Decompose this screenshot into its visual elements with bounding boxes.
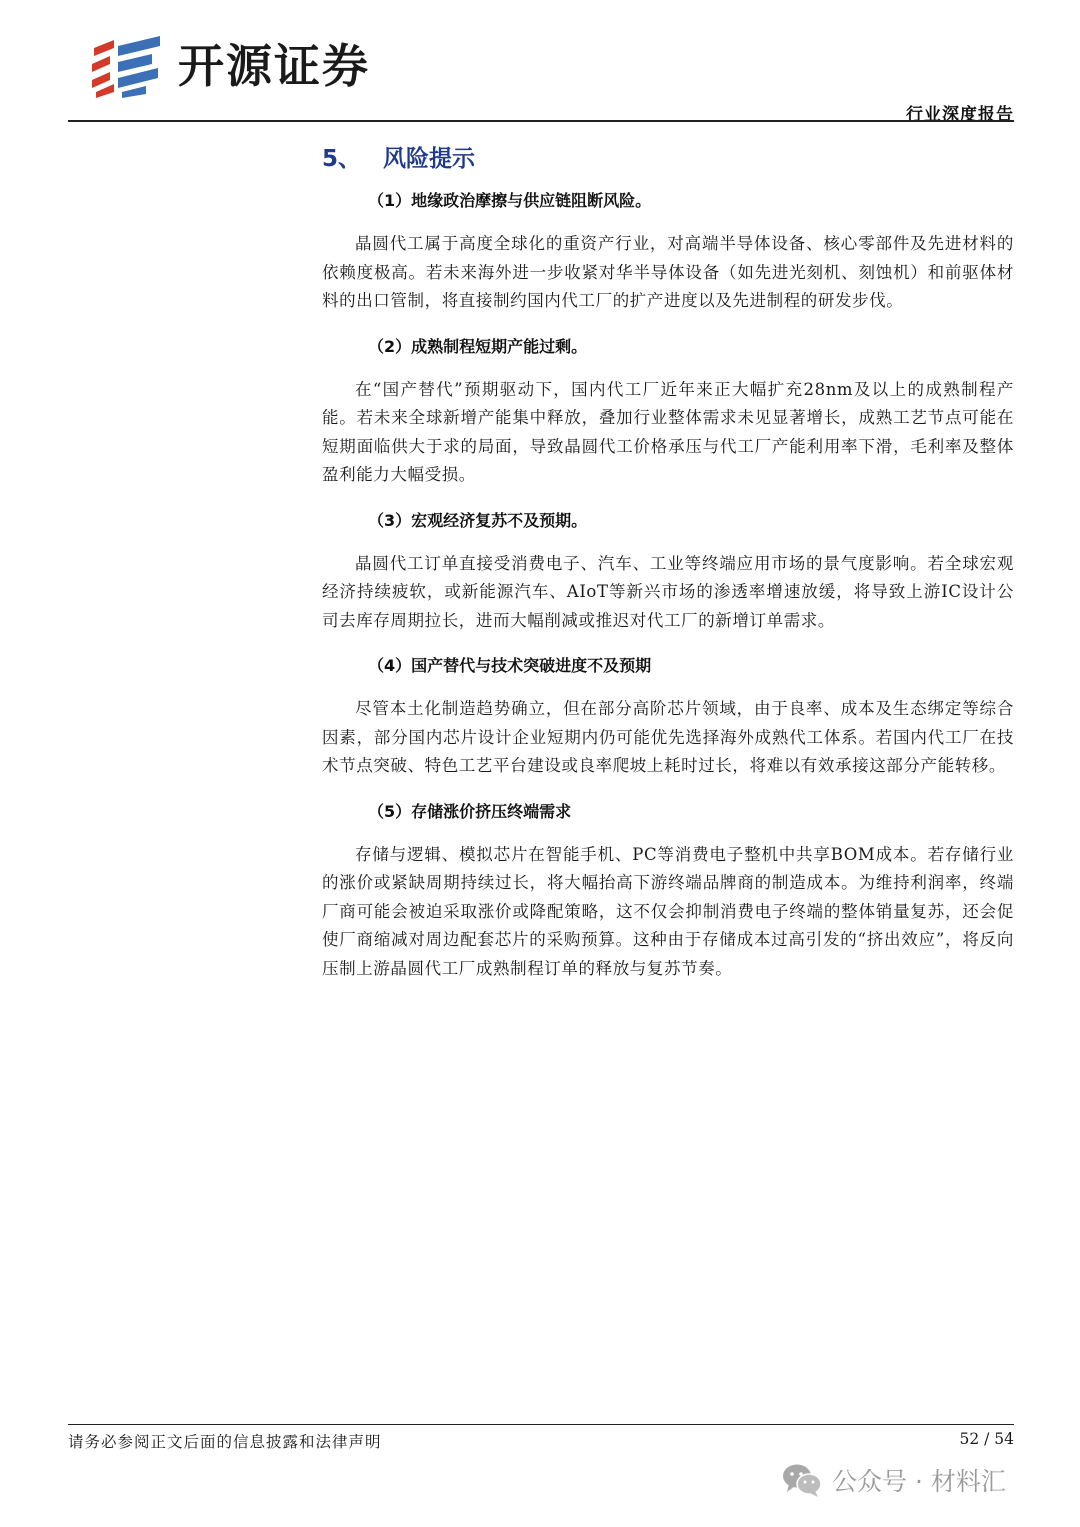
watermark-text: 公众号 · 材料汇 [832,1467,1006,1496]
risk-item [322,190,1014,316]
main-content [322,142,1014,1003]
section-heading [322,142,1014,176]
company-logo [88,34,370,98]
risk-body: 在“国产替代”预期驱动下，国内代工厂近年来正大幅扩充28nm及以上的成熟制程产能。若未来全球新增产能集中释放，叠加行业整体需求未见显著增长，成熟工艺节点可能在短期面临供大于求的局面，导致晶圆代工价格承压与代工厂产能利用率下滑，毛利率及整体盈利能力大幅受损。 [322,379,1014,484]
wechat-icon [782,1463,822,1497]
brand-name: 开源证券 [178,39,370,93]
page-number: 52 / 54 [959,1430,1014,1448]
risk-item [322,336,1014,490]
risk-item [322,510,1014,636]
logo-mark-icon [88,34,164,98]
risk-body: 尽管本土化制造趋势确立，但在部分高阶芯片领域，由于良率、成本及生态绑定等综合因素，部分国内芯片设计企业短期内仍可能优先选择海外成熟代工体系。若国内代工厂在技术节点突破、特色工艺平台建设或良率爬坡上耗时过长，将难以有效承接这部分产能转移。 [322,699,1014,775]
risk-body: 晶圆代工订单直接受消费电子、汽车、工业等终端应用市场的景气度影响。若全球宏观经济持续疲软，或新能源汽车、AIoT等新兴市场的渗透率增速放缓，将导致上游IC设计公司去库存周期拉长，进而大幅削减或推迟对代工厂的新增订单需求。 [322,553,1014,630]
risk-title: （5）存储涨价挤压终端需求 [368,801,572,821]
risk-title: （2）成熟制程短期产能过剩。 [368,336,588,356]
risk-title: （3）宏观经济复苏不及预期。 [368,510,588,530]
section-number: 5、 [322,146,362,172]
risk-item [322,655,1014,781]
footer-divider [68,1424,1014,1425]
risk-body: 存储与逻辑、模拟芯片在智能手机、PC等消费电子整机中共享BOM成本。若存储行业的涨价或紧缺周期持续过长，将大幅抬高下游终端品牌商的制造成本。为维持利润率，终端厂商可能会被迫采取涨价或降配策略，这不仅会抑制消费电子终端的整体销量复苏，还会促使厂商缩减对周边配套芯片的采购预算。这种由于存储成本过高引发的“挤出效应”，将反向压制上游晶圆代工厂成熟制程订单的释放与复苏节奏。 [322,844,1014,978]
risk-item [322,801,1014,984]
risk-body: 晶圆代工属于高度全球化的重资产行业，对高端半导体设备、核心零部件及先进材料的依赖度极高。若未来海外进一步收紧对华半导体设备（如先进光刻机、刻蚀机）和前驱体材料的出口管制，将直接制约国内代工厂的扩产进度以及先进制程的研发步伐。 [322,234,1014,310]
section-title: 风险提示 [383,146,476,172]
watermark [782,1462,1006,1498]
footer-disclaimer: 请务必参阅正文后面的信息披露和法律声明 [68,1433,382,1451]
risk-title: （4）国产替代与技术突破进度不及预期 [368,656,652,675]
report-type-label: 行业深度报告 [906,105,1014,125]
header-divider [68,120,1014,122]
risk-title: （1）地缘政治摩擦与供应链阻断风险。 [368,191,652,210]
